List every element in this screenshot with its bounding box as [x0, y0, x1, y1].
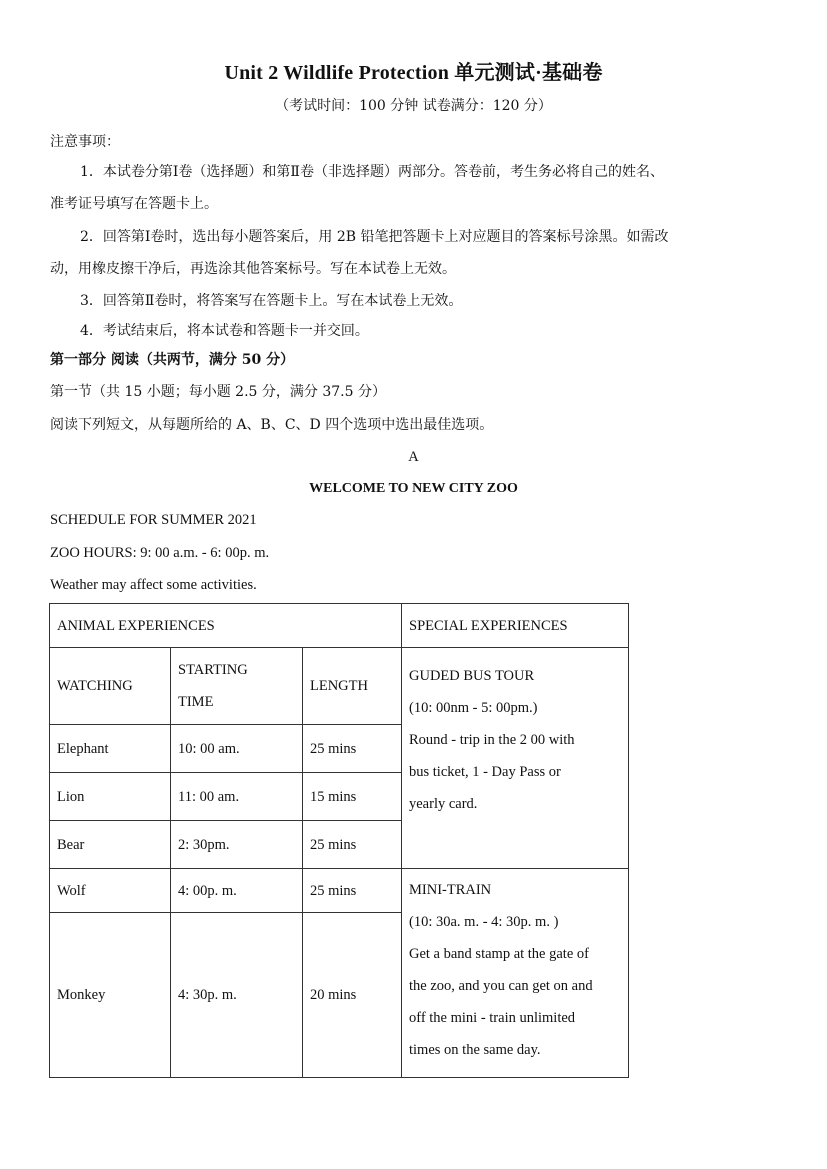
bus-tour-desc-3: yearly card. — [409, 796, 478, 812]
starting-time-label-2: TIME — [178, 694, 214, 710]
notice-item-4: 4．考试结束后，将本试卷和答题卡一并交回。 — [80, 323, 369, 339]
notice-item-2: 2．回答第Ⅰ卷时，选出每小题答案后，用 2B 铅笔把答题卡上对应题目的答案标号涂黑。如需改 — [80, 229, 669, 245]
duration: 25 mins — [303, 869, 402, 913]
mini-train-title: MINI-TRAIN — [409, 882, 492, 898]
schedule-line: SCHEDULE FOR SUMMER 2021 — [50, 512, 257, 528]
start-time: 11: 00 am. — [171, 773, 303, 821]
section-instruction: 阅读下列短文，从每题所给的 A、B、C、D 四个选项中选出最佳选项。 — [50, 417, 494, 433]
duration: 15 mins — [303, 773, 402, 821]
mini-train-desc-4: times on the same day. — [409, 1042, 541, 1058]
passage-label: A — [408, 449, 419, 465]
start-time: 4: 30p. m. — [171, 913, 303, 1078]
animal-name: Elephant — [50, 725, 171, 773]
duration: 25 mins — [303, 821, 402, 869]
duration: 20 mins — [303, 913, 402, 1078]
bus-tour-desc-2: bus ticket, 1 - Day Pass or — [409, 764, 561, 780]
mini-train-desc-3: off the mini - train unlimited — [409, 1010, 576, 1026]
animal-name: Monkey — [50, 913, 171, 1078]
animal-experiences-header: ANIMAL EXPERIENCES — [50, 604, 402, 648]
notice-item-2-cont: 动，用橡皮擦干净后，再选涂其他答案标号。写在本试卷上无效。 — [50, 261, 456, 277]
start-time: 4: 00p. m. — [171, 869, 303, 913]
bus-tour-desc-1: Round - trip in the 2 00 with — [409, 732, 575, 748]
bus-tour-cell — [402, 648, 629, 869]
mini-train-cell — [402, 869, 629, 1078]
table-header-row — [50, 604, 629, 648]
zoo-schedule-table — [49, 603, 629, 1078]
bus-tour-hours: (10: 00nm - 5: 00pm.) — [409, 700, 538, 716]
mini-train-desc-2: the zoo, and you can get on and — [409, 978, 593, 994]
page-title: Unit 2 Wildlife Protection 单元测试·基础卷 — [224, 62, 603, 84]
animal-name: Wolf — [50, 869, 171, 913]
table-subheader-row — [50, 648, 629, 725]
exam-info: （考试时间：100 分钟 试卷满分：120 分） — [275, 98, 552, 114]
animal-name: Lion — [50, 773, 171, 821]
part-title: 第一部分 阅读（共两节，满分 50 分） — [50, 352, 295, 368]
mini-train-hours: (10: 30a. m. - 4: 30p. m. ) — [409, 914, 559, 930]
starting-time-label-1: STARTING — [178, 662, 248, 678]
weather-note: Weather may affect some activities. — [50, 577, 257, 593]
table-row — [50, 869, 629, 913]
duration: 25 mins — [303, 725, 402, 773]
watching-header: WATCHING — [50, 648, 171, 725]
start-time: 2: 30pm. — [171, 821, 303, 869]
zoo-hours: ZOO HOURS: 9: 00 a.m. - 6: 00p. m. — [50, 545, 270, 561]
mini-train-desc-1: Get a band stamp at the gate of — [409, 946, 589, 962]
section-subtitle: 第一节（共 15 小题；每小题 2.5 分，满分 37.5 分） — [50, 384, 386, 400]
notice-item-1-cont: 准考证号填写在答题卡上。 — [50, 196, 218, 212]
animal-name: Bear — [50, 821, 171, 869]
passage-title: WELCOME TO NEW CITY ZOO — [309, 481, 518, 496]
notice-item-3: 3．回答第Ⅱ卷时，将答案写在答题卡上。写在本试卷上无效。 — [80, 293, 463, 309]
bus-tour-title: GUDED BUS TOUR — [409, 668, 535, 684]
start-time: 10: 00 am. — [171, 725, 303, 773]
length-header: LENGTH — [303, 648, 402, 725]
starting-time-header — [171, 648, 303, 725]
special-experiences-header: SPECIAL EXPERIENCES — [402, 604, 629, 648]
notice-item-1: 1．本试卷分第Ⅰ卷（选择题）和第Ⅱ卷（非选择题）两部分。答卷前，考生务必将自己的姓名、 — [80, 164, 664, 180]
notice-heading: 注意事项： — [50, 134, 120, 150]
